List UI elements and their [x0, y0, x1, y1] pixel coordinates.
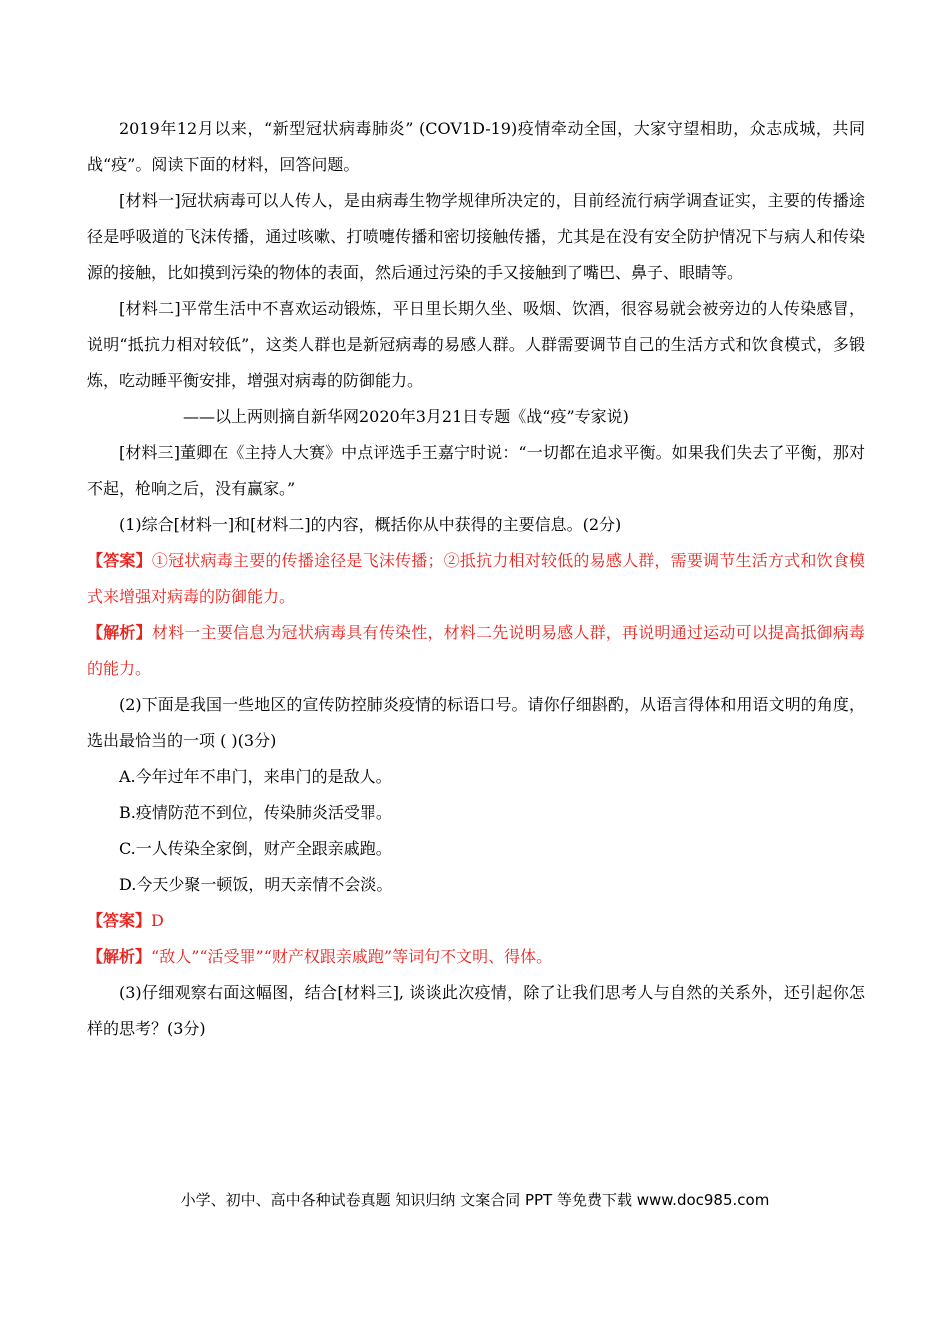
question-two-analysis [87, 939, 865, 975]
question-one-analysis [87, 615, 865, 687]
material-source: ——以上两则摘自新华网2020年3月21日专题《战“疫”专家说) [183, 407, 629, 426]
material-three: [材料三]董卿在《主持人大赛》中点评选手王嘉宁时说：“一切都在追求平衡。如果我们失去了平衡，那对不起，枪响之后，没有赢家。” [87, 443, 865, 498]
option-c: C.一人传染全家倒，财产全跟亲戚跑。 [119, 839, 392, 858]
option-b: B.疫情防范不到位，传染肺炎活受罪。 [119, 803, 392, 822]
page-footer: 小学、初中、高中各种试卷真题 知识归纳 文案合同 PPT 等免费下载 www.doc985.com [180, 1191, 770, 1209]
question-three: (3)仔细观察右面这幅图，结合[材料三], 谈谈此次疫情，除了让我们思考人与自然的关系外，还引起你怎样的思考？(3分) [87, 983, 865, 1038]
intro-paragraph: 2019年12月以来，“新型冠状病毒肺炎” (COV1D-19)疫情牵动全国，大家守望相助，众志成城，共同战“疫”。阅读下面的材料，回答问题。 [87, 119, 865, 174]
analysis-tag: 【解析】 [87, 623, 152, 642]
question-two: (2)下面是我国一些地区的宣传防控肺炎疫情的标语口号。请你仔细斟酌，从语言得体和用语文明的角度，选出最恰当的一项 ( )(3分) [87, 695, 865, 750]
material-two: [材料二]平常生活中不喜欢运动锻炼，平日里长期久坐、吸烟、饮酒，很容易就会被旁边的人传染感冒，说明“抵抗力相对较低”，这类人群也是新冠病毒的易感人群。人群需要调节自己的生活方式和饮食模式，多锻炼，吃动睡平衡安排，增强对病毒的防御能力。 [87, 299, 865, 390]
analysis-text: 材料一主要信息为冠状病毒具有传染性，材料二先说明易感人群，再说明通过运动可以提高抵御病毒的能力。 [87, 623, 865, 678]
document-body [87, 111, 865, 1047]
option-d: D.今天少聚一顿饭，明天亲情不会淡。 [119, 875, 393, 894]
answer-tag: 【答案】 [87, 551, 152, 570]
option-a: A.今年过年不串门，来串门的是敌人。 [119, 767, 392, 786]
question-two-answer [87, 903, 865, 939]
material-one: [材料一]冠状病毒可以人传人，是由病毒生物学规律所决定的，目前经流行病学调查证实，主要的传播途径是呼吸道的飞沫传播，通过咳嗽、打喷嚏传播和密切接触传播，尤其是在没有安全防护情况下与病人和传染源的接触，比如摸到污染的物体的表面，然后通过污染的手又接触到了嘴巴、鼻子、眼睛等。 [87, 191, 865, 282]
question-one-answer [87, 543, 865, 615]
answer-text: D [151, 911, 164, 930]
question-one: (1)综合[材料一]和[材料二]的内容，概括你从中获得的主要信息。(2分) [119, 515, 622, 534]
answer-text: ①冠状病毒主要的传播途径是飞沫传播；②抵抗力相对较低的易感人群，需要调节生活方式和饮食模式来增强对病毒的防御能力。 [87, 551, 865, 606]
analysis-text: “敌人”“活受罪”“财产权跟亲戚跑”等词句不文明、得体。 [151, 947, 553, 966]
answer-tag: 【答案】 [87, 911, 152, 930]
analysis-tag: 【解析】 [87, 947, 152, 966]
